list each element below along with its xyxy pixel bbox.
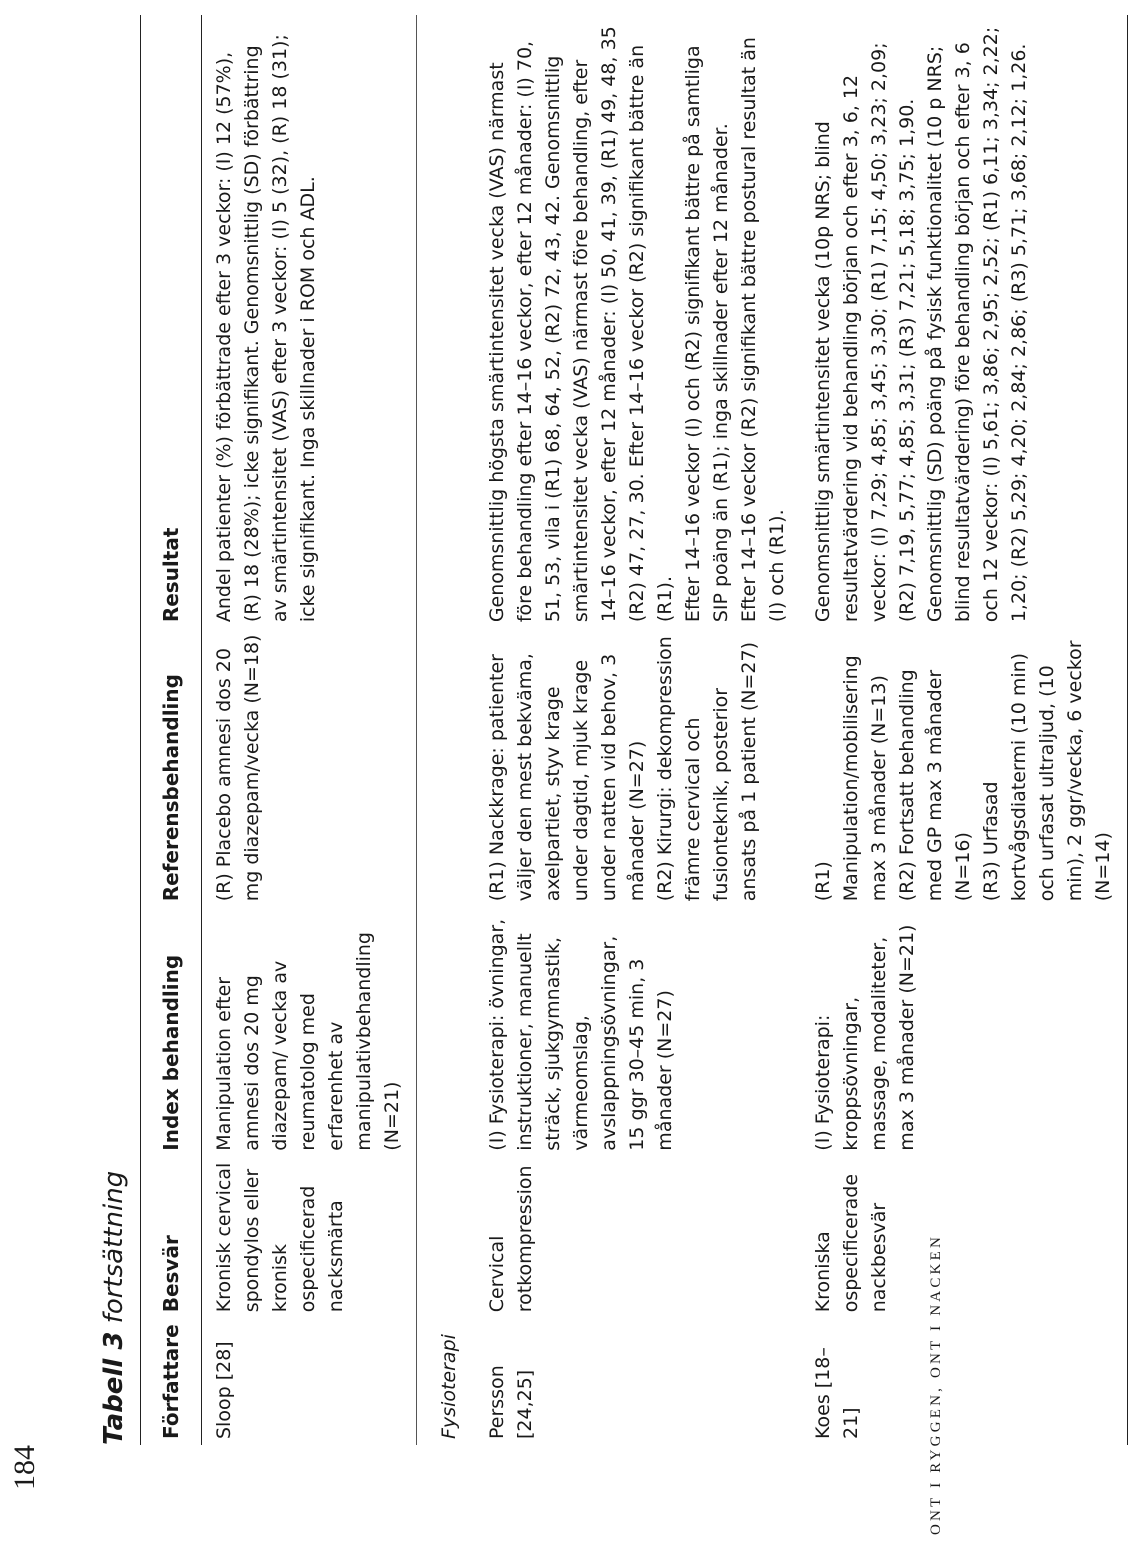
cell-besvar: Cervical rotkompression <box>486 1165 536 1313</box>
cell-result <box>801 15 1128 628</box>
table-row <box>801 15 1128 1445</box>
cell-paragraph: (R2) Fortsatt behandling med GP max 3 månader (N=16) <box>896 669 974 902</box>
cell-paragraph: Genomsnittlig smärtintensitet vecka (10p NRS; blind resultatvärdering vid behandling början och efter 3, 6, 12 veckor: (I) 7,29; 4,85; 3,45; 3,30; (R1) 7,15; 4,50; 3,23; 2,09; (R2) 7,19, 5,77; 4,85; 3,31; (R3) 7,21; 5,18; 3,75; 1,90. Genomsnittlig (SD) poäng på fysisk funktionalitet (10 p NRS; blind resultatvärdering) före behandling början och efter 3, 6 och 12 veckor: (I) 5,61; 3,86; 2,95; 2,52; (R1) 6,11; 3,34; 2,22; 1,20; (R2) 5,29; 4,20; 2,84; 2,86; (R3) 5,71; 3,68; 2,12; 1,26. <box>812 26 1030 623</box>
cell-paragraph: Efter 14–16 veckor (I) och (R2) signifikant bättre på samtliga SIP poäng än (R1); inga skillnader efter 12 månader. <box>682 45 732 623</box>
cell-besvar: Kronisk cervical spondylos eller kronisk ospecificerad nacksmärta <box>213 1162 347 1313</box>
cell-paragraph: (R3) Urfasad kortvågsdiatermi (10 min) och urfasat ultraljud, (10 min), 2 ggr/vecka, 6 veckor (N=14) <box>980 640 1114 902</box>
cell-reference <box>202 628 417 907</box>
cell-author: Koes [18–21] <box>801 1318 1128 1445</box>
table-caption <box>88 15 140 1445</box>
cell-paragraph: (R) Placebo amnesi dos 20 mg diazepam/vecka (N=18) <box>213 634 263 902</box>
cell-paragraph: Manipulation efter amnesi dos 20 mg diazepam/ vecka av reumatolog med erfarenhet av manipulativbehandling (N=21) <box>213 932 403 1151</box>
cell-author: Persson [24,25] <box>486 1365 536 1439</box>
header-referensbehandling: Referensbehandling <box>141 628 202 907</box>
cell-author: Sloop [28] <box>213 1341 235 1439</box>
cell-paragraph: Genomsnittlig högsta smärtintensitet vecka (VAS) närmast före behandling efter 14–16 veckor, efter 12 månader: (I) 70, 51, 53, vila i (R1) 68, 64, 52, (R2) 72, 43, 42. Genomsnittlig smärtintensitet vecka (VAS) närmast före behandling, efter 14–16 veckor, efter 12 månader: (I) 50, 41, 39, (R1) 49, 48, 35 (R2) 47, 27, 30. Efter 14–16 veckor (R2) signifikant bättre än (R1). <box>486 26 676 623</box>
cell-paragraph: (R2) Kirurgi: dekompression främre cervical och fusionteknik, posterior ansats på 1 patient (N=27) <box>654 636 760 902</box>
cell-reference <box>475 628 801 907</box>
running-head: ONT I RYGGEN, ONT I NACKEN <box>928 1234 944 1535</box>
cell-reference <box>801 628 1128 907</box>
cell-result <box>475 15 801 628</box>
header-forfattare: Författare <box>141 1318 202 1445</box>
cell-index <box>202 907 417 1156</box>
section-label: Fysioterapi <box>417 15 476 1445</box>
cell-paragraph: Efter 14–16 veckor (R2) signifikant bättre postural resultat än (I) och (R1). <box>738 37 788 623</box>
header-resultat: Resultat <box>141 15 202 628</box>
cell-index <box>475 907 801 1156</box>
cell-paragraph: (I) Fysioterapi: kroppsövningar, massage, modaliteter, max 3 månader (N=21) <box>812 924 918 1151</box>
table-row <box>202 15 417 1445</box>
cell-result <box>202 15 417 628</box>
header-besvar: Besvär <box>141 1157 202 1319</box>
header-row <box>141 15 202 1445</box>
section-row <box>417 15 476 1445</box>
cell-paragraph: (R1) Manipulation/mobilisering max 3 månader (N=13) <box>812 655 890 902</box>
cell-besvar: Kroniska ospecificerade nackbesvär <box>801 1157 1128 1319</box>
caption-text: fortsättning <box>99 1170 129 1324</box>
cell-index <box>801 907 1128 1156</box>
cell-paragraph: Andel patienter (%) förbättrade efter 3 veckor: (I) 12 (57%), (R) 18 (28%); icke signifikant. Genomsnittlig (SD) förbättring av smärtintensitet (VAS) efter 3 veckor: (I) 5 (32), (R) 18 (31); icke signifikant. Inga skillnader i ROM och ADL. <box>213 34 319 623</box>
results-table <box>140 15 1128 1445</box>
caption-label: Tabell 3 <box>99 1331 129 1445</box>
header-index-behandling: Index behandling <box>141 907 202 1156</box>
cell-paragraph: (R1) Nackkrage: patienter väljer den mest bekväma, axelpartiet, styv krage under dagtid, mjuk krage under natten vid behov, 3 månader (N=27) <box>486 653 648 902</box>
table-row <box>475 15 801 1445</box>
page-number: 184 <box>8 1445 41 1490</box>
cell-paragraph: (I) Fysioterapi: övningar, instruktioner, manuellt sträck, sjukgymnastik, värmeomslag, avslappningsövningar, 15 ggr 30–45 min, 3 månader (N=27) <box>486 918 676 1151</box>
